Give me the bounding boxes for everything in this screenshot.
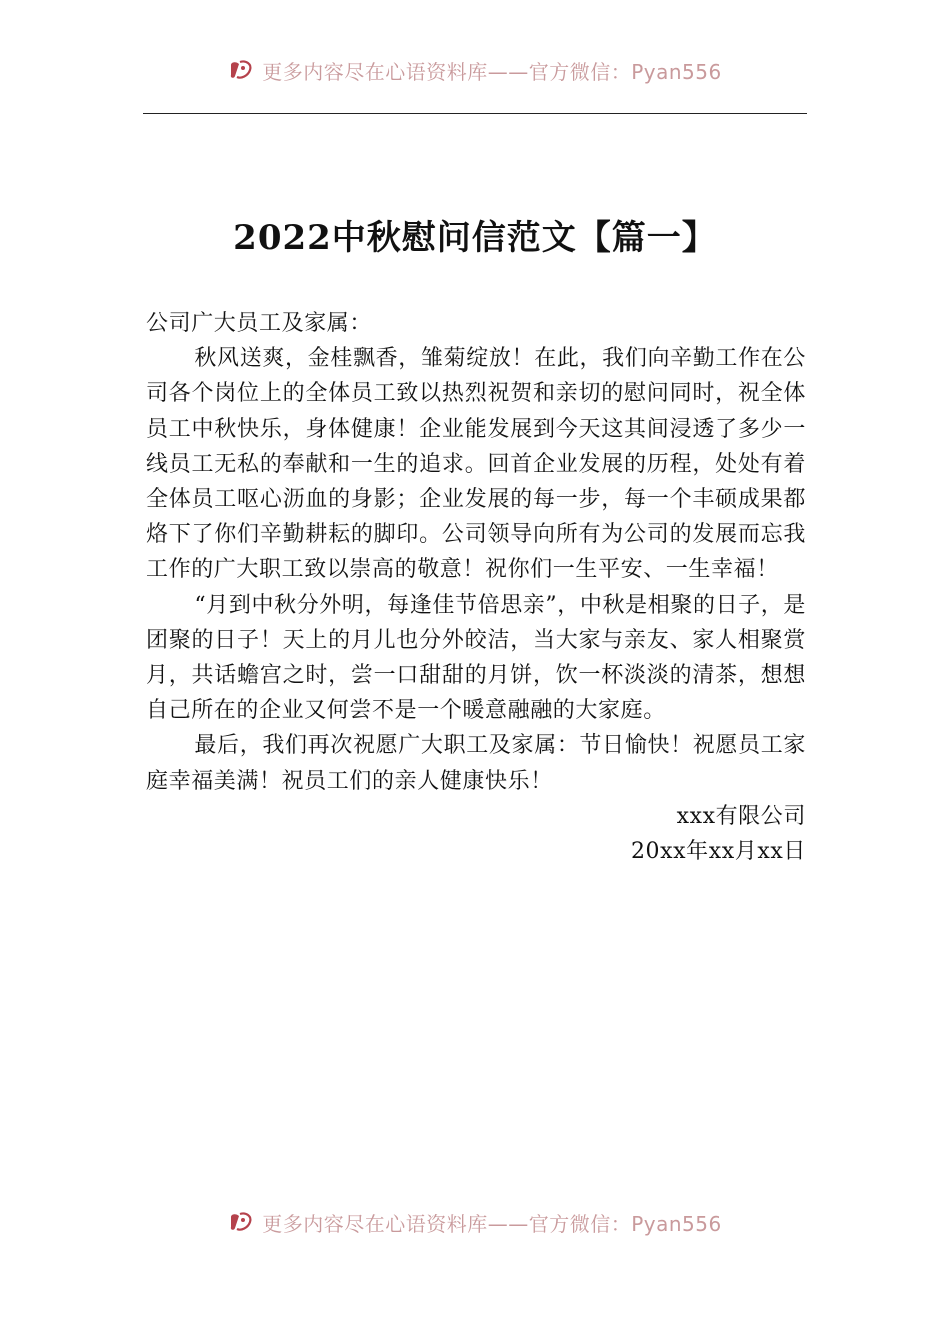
- signature-company: xxx有限公司: [676, 803, 806, 829]
- watermark-text: 更多内容尽在心语资料库——官方微信：Pyan556: [262, 1211, 722, 1236]
- paragraph-3: 最后，我们再次祝愿广大职工及家属：节日愉快！祝愿员工家庭幸福美满！祝员工们的亲人健康快乐！: [146, 733, 806, 794]
- watermark-text: 更多内容尽在心语资料库——官方微信：Pyan556: [262, 59, 722, 84]
- header-divider: [143, 113, 807, 114]
- signature-date: 20xx年xx月xx日: [630, 839, 806, 865]
- paragraph-2: “月到中秋分外明，每逢佳节倍思亲”，中秋是相聚的日子，是团聚的日子！天上的月儿也分外皎洁，当大家与亲友、家人相聚赏月，共话蟾宫之时，尝一口甜甜的月饼，饮一杯淡淡的清茶，想想自己所在的企业又何尝不是一个暖意融融的大家庭。: [146, 592, 806, 724]
- header-watermark: [0, 54, 950, 86]
- brand-logo-icon: [228, 59, 254, 81]
- letter-body: [146, 306, 806, 869]
- page-title: 2022中秋慰问信范文【篇一】: [233, 218, 717, 258]
- paragraph-1: 秋风送爽，金桂飘香，雏菊绽放！在此，我们向辛勤工作在公司各个岗位上的全体员工致以热烈祝贺和亲切的慰问同时，祝全体员工中秋快乐，身体健康！企业能发展到今天这其间浸透了多少一线员工无私的奉献和一生的追求。回首企业发展的历程，处处有着全体员工呕心沥血的身影；企业发展的每一步，每一个丰硕成果都烙下了你们辛勤耕耘的脚印。公司领导向所有为公司的发展而忘我工作的广大职工致以崇高的敬意！祝你们一生平安、一生幸福！: [146, 346, 806, 583]
- footer-watermark: [0, 1206, 950, 1238]
- greeting: 公司广大员工及家属：: [146, 311, 373, 336]
- brand-logo-icon: [228, 1211, 254, 1233]
